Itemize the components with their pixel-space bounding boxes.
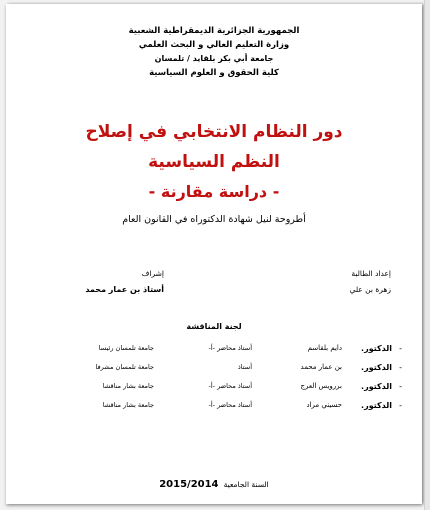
academic-year [6, 472, 422, 491]
member-rank: أستاذ محاضر -أ- [208, 401, 252, 409]
committee-title: لجنة المناقشة [186, 322, 242, 331]
document-page [6, 4, 422, 504]
thesis-title-line2: النظم السياسية [148, 152, 280, 172]
member-dash: - [399, 401, 402, 410]
member-university: جامعة بشار مناقشا [102, 382, 154, 390]
committee-member [6, 382, 422, 396]
member-name: بررويس العرج [300, 382, 342, 390]
academic-year-value: 2015/2014 [159, 479, 219, 490]
member-title: الدكتور. [361, 363, 392, 372]
thesis-title-line1: دور النظام الانتخابي في إصلاح [85, 122, 343, 142]
header-university: جامعة أبي بكر بلقايد / تلمسان [154, 54, 274, 63]
member-title: الدكتور. [361, 382, 392, 391]
header-ministry: وزارة التعليم العالي و البحث العلمي [138, 40, 290, 50]
member-dash: - [399, 344, 402, 353]
header-republic: الجمهورية الجزائرية الديمقراطية الشعبية [128, 26, 300, 36]
member-title: الدكتور. [361, 401, 392, 410]
preparation-label: إعداد الطالبة [351, 269, 391, 278]
committee-member [6, 363, 422, 377]
member-university: جامعة تلمسان مشرفا [95, 363, 154, 371]
thesis-title-line3: - دراسة مقارنة - [148, 182, 280, 201]
header-faculty: كلية الحقوق و العلوم السياسية [149, 68, 279, 78]
supervision-label: إشراف [141, 269, 164, 278]
thesis-subtitle: أطروحة لنيل شهادة الدكتوراه في القانون العام [122, 214, 306, 225]
vertical-scrollbar[interactable] [424, 0, 430, 510]
member-title: الدكتور. [361, 344, 392, 353]
member-rank: أستاذ محاضر -أ- [208, 382, 252, 390]
committee-member [6, 344, 422, 358]
member-dash: - [399, 363, 402, 372]
member-rank: أستاذ محاضر -أ- [208, 344, 252, 352]
committee-member [6, 401, 422, 415]
member-name: دايم بلقاسم [307, 344, 342, 352]
member-dash: - [399, 382, 402, 391]
academic-year-label: السنة الجامعية [223, 480, 269, 489]
student-name: زهرة بن علي [349, 285, 391, 294]
member-university: جامعة تلمسان رئيسا [98, 344, 154, 352]
member-university: جامعة بشار مناقشا [102, 401, 154, 409]
supervisor-name: أستاذ بن عمار محمد [85, 285, 164, 294]
member-rank: أستاذ [237, 363, 252, 371]
member-name: حسيني مراد [306, 401, 342, 409]
member-name: بن عمار محمد [300, 363, 342, 371]
